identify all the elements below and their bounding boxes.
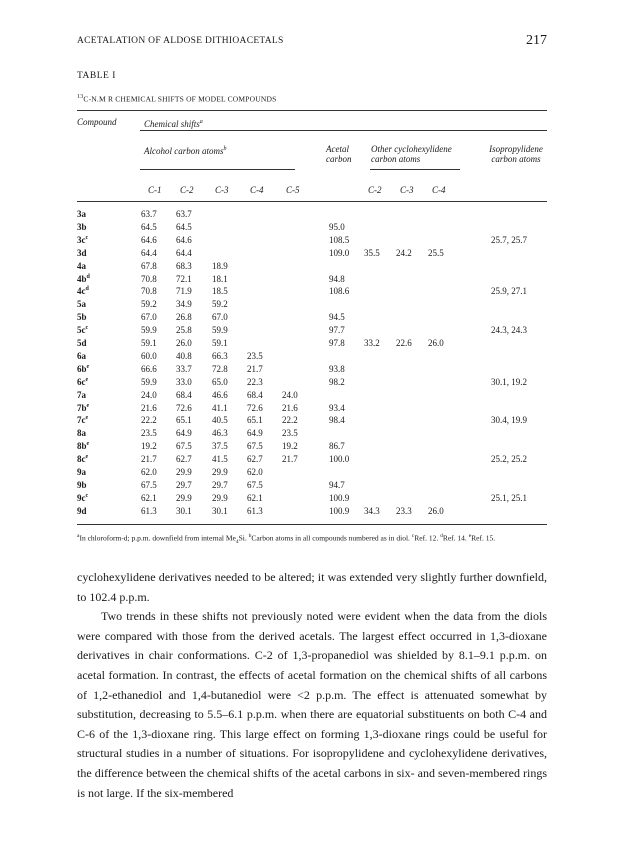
cell-alcohol-c2: 26.0 xyxy=(176,338,192,348)
subheader-alcohol-c2: C-2 xyxy=(180,185,194,195)
cell-isopropylidene: 25.2, 25.2 xyxy=(491,454,527,465)
cell-alcohol-c2: 34.9 xyxy=(176,299,192,310)
header-chemical-shifts-text: Chemical shifts xyxy=(144,119,200,129)
compound-reference-mark: c xyxy=(85,234,89,241)
cell-acetal-carbon: 97.7 xyxy=(329,325,345,336)
cell-alcohol-c1: 64.5 xyxy=(141,221,157,232)
compound-label xyxy=(77,377,88,387)
header-isopropylidene-line1: Isopropylidene xyxy=(489,144,543,154)
cell-alcohol-c2: 25.8 xyxy=(176,325,192,336)
cell-alcohol-c1: 67.8 xyxy=(141,260,157,271)
cell-alcohol-c2: 72.1 xyxy=(176,273,192,284)
cell-alcohol-c2: 26.8 xyxy=(176,312,192,323)
header-isopropylidene-line2: carbon atoms xyxy=(491,154,541,164)
caption-superscript: 13 xyxy=(77,94,84,100)
cell-alcohol-c1: 59.1 xyxy=(141,338,157,348)
compound-reference-mark: e xyxy=(85,415,89,422)
compound-label xyxy=(77,261,86,271)
cell-alcohol-c4: 62.0 xyxy=(247,467,263,477)
header-rule-alcohol xyxy=(140,169,295,170)
cell-alcohol-c1: 62.0 xyxy=(141,467,157,477)
compound-reference-mark: e xyxy=(85,376,89,383)
footnote-c-mark: c xyxy=(411,533,415,539)
compound-label xyxy=(77,390,86,400)
footnote-b-text: Carbon atoms in all compounds numbered as in diol. xyxy=(251,533,412,543)
header-compound: Compound xyxy=(77,117,117,127)
cell-alcohol-c1: 59.9 xyxy=(141,376,157,387)
cell-acetal-carbon: 97.8 xyxy=(329,338,345,348)
cell-alcohol-c2: 30.1 xyxy=(176,505,192,516)
subheader-alcohol-c5: C-5 xyxy=(286,185,300,195)
cell-alcohol-c2: 62.7 xyxy=(176,454,192,465)
cell-alcohol-c3: 29.9 xyxy=(212,492,228,503)
cell-acetal-carbon: 100.9 xyxy=(329,505,350,516)
cell-alcohol-c3: 29.7 xyxy=(212,479,228,490)
compound-id: 7c xyxy=(77,415,86,426)
footnote-a-sub: 4 xyxy=(235,539,239,545)
cell-alcohol-c3: 66.3 xyxy=(212,350,228,361)
cell-alcohol-c2: 33.0 xyxy=(176,376,192,387)
compound-label xyxy=(77,325,88,335)
compound-id: 8b xyxy=(77,441,87,452)
cell-alcohol-c1: 64.6 xyxy=(141,234,157,245)
compound-label xyxy=(77,338,87,348)
compound-label xyxy=(77,286,89,296)
header-acetal-carbon xyxy=(326,144,352,164)
cell-alcohol-c4: 22.3 xyxy=(247,376,263,387)
subheader-alcohol-c1: C-1 xyxy=(148,185,162,195)
cell-alcohol-c3: 37.5 xyxy=(212,441,228,452)
compound-label xyxy=(77,467,86,477)
cell-acetal-carbon: 95.0 xyxy=(329,221,345,232)
footnote-e-text: Ref. 15. xyxy=(471,533,496,543)
header-alcohol-carbon-atoms xyxy=(144,144,227,156)
footnote-d-text: Ref. 14. xyxy=(442,533,469,543)
compound-reference-mark: c xyxy=(85,325,89,332)
cell-alcohol-c4: 23.5 xyxy=(247,350,263,361)
cell-alcohol-c1: 22.2 xyxy=(141,415,157,426)
compound-label xyxy=(77,428,86,438)
subheader-cyclohexylidene-c4: C-4 xyxy=(432,185,446,195)
cell-alcohol-c3: 29.9 xyxy=(212,467,228,477)
cell-acetal-carbon: 93.4 xyxy=(329,402,345,413)
compound-label xyxy=(77,299,86,309)
cell-alcohol-c1: 70.8 xyxy=(141,286,157,297)
compound-label xyxy=(77,506,87,516)
compound-id: 4a xyxy=(77,260,86,271)
cell-alcohol-c5: 24.0 xyxy=(282,389,298,400)
cell-alcohol-c2: 64.6 xyxy=(176,234,192,245)
cell-alcohol-c2: 65.1 xyxy=(176,415,192,426)
footnote-a-mark: a xyxy=(77,533,80,539)
footnote-e-mark: e xyxy=(468,533,472,539)
cell-alcohol-c1: 63.7 xyxy=(141,209,157,219)
cell-alcohol-c3: 18.5 xyxy=(212,286,228,297)
cell-alcohol-c1: 67.5 xyxy=(141,479,157,490)
compound-label xyxy=(77,351,86,361)
cell-alcohol-c1: 70.8 xyxy=(141,273,157,284)
cell-alcohol-c4: 68.4 xyxy=(247,389,263,400)
compound-id: 9c xyxy=(77,492,86,503)
cell-acetal-carbon: 94.5 xyxy=(329,312,345,323)
cell-acetal-carbon: 98.4 xyxy=(329,415,345,426)
compound-reference-mark: e xyxy=(86,363,90,370)
compound-id: 4b xyxy=(77,273,87,284)
cell-alcohol-c2: 64.4 xyxy=(176,247,192,258)
cell-alcohol-c1: 67.0 xyxy=(141,312,157,323)
cell-alcohol-c3: 59.9 xyxy=(212,325,228,336)
cell-alcohol-c2: 29.9 xyxy=(176,467,192,477)
cell-alcohol-c1: 59.9 xyxy=(141,325,157,336)
cell-alcohol-c1: 19.2 xyxy=(141,441,157,452)
compound-id: 3d xyxy=(77,247,87,258)
cell-cyclohexylidene-c3: 22.6 xyxy=(396,338,412,348)
cell-alcohol-c3: 46.3 xyxy=(212,428,228,439)
cell-alcohol-c1: 62.1 xyxy=(141,492,157,503)
compound-id: 8a xyxy=(77,428,86,439)
compound-id: 5b xyxy=(77,312,87,323)
cell-cyclohexylidene-c3: 23.3 xyxy=(396,505,412,516)
header-alcohol-sup: b xyxy=(223,146,227,152)
cell-alcohol-c5: 19.2 xyxy=(282,441,298,452)
cell-alcohol-c1: 60.0 xyxy=(141,350,157,361)
cell-alcohol-c4: 64.9 xyxy=(247,428,263,439)
compound-reference-mark: e xyxy=(85,454,89,461)
cell-alcohol-c2: 29.9 xyxy=(176,492,192,503)
subheader-alcohol-c4: C-4 xyxy=(250,185,264,195)
cell-cyclohexylidene-c4: 26.0 xyxy=(428,505,444,516)
cell-acetal-carbon: 100.9 xyxy=(329,492,350,503)
cell-cyclohexylidene-c2: 33.2 xyxy=(364,338,380,348)
compound-id: 7a xyxy=(77,389,86,400)
compound-id: 5c xyxy=(77,325,86,336)
compound-id: 3c xyxy=(77,234,86,245)
header-chemical-shifts xyxy=(144,117,203,129)
cell-alcohol-c2: 64.9 xyxy=(176,428,192,439)
cell-acetal-carbon: 93.8 xyxy=(329,363,345,374)
cell-alcohol-c1: 23.5 xyxy=(141,428,157,439)
compound-label xyxy=(77,480,87,490)
cell-alcohol-c3: 18.9 xyxy=(212,260,228,271)
cell-alcohol-c1: 61.3 xyxy=(141,505,157,516)
compound-label xyxy=(77,454,88,464)
cell-isopropylidene: 24.3, 24.3 xyxy=(491,325,527,336)
cell-alcohol-c4: 72.6 xyxy=(247,402,263,413)
header-acetal-line1: Acetal xyxy=(326,144,349,154)
subheader-cyclohexylidene-c3: C-3 xyxy=(400,185,414,195)
cell-acetal-carbon: 108.5 xyxy=(329,234,350,245)
cell-alcohol-c3: 59.2 xyxy=(212,299,228,310)
cell-alcohol-c2: 29.7 xyxy=(176,479,192,490)
cell-cyclohexylidene-c2: 34.3 xyxy=(364,505,380,516)
cell-alcohol-c3: 72.8 xyxy=(212,363,228,374)
table-bottom-rule xyxy=(77,524,547,525)
cell-alcohol-c3: 30.1 xyxy=(212,505,228,516)
table-caption xyxy=(77,94,276,104)
cell-alcohol-c1: 59.2 xyxy=(141,299,157,310)
header-cyclohexylidene-line2: carbon atoms xyxy=(371,154,421,164)
compound-id: 9b xyxy=(77,479,87,490)
cell-alcohol-c1: 64.4 xyxy=(141,247,157,258)
caption-text: C-N.M R CHEMICAL SHIFTS OF MODEL COMPOUNDS xyxy=(83,94,277,104)
footnote-b-mark: b xyxy=(248,533,252,539)
compound-id: 8c xyxy=(77,454,86,465)
compound-reference-mark: e xyxy=(86,402,90,409)
footnote-d-mark: d xyxy=(440,533,443,539)
compound-label xyxy=(77,493,88,503)
compound-id: 6b xyxy=(77,363,87,374)
cell-isopropylidene: 25.9, 27.1 xyxy=(491,286,527,297)
compound-reference-mark: d xyxy=(85,286,89,293)
cell-alcohol-c3: 46.6 xyxy=(212,389,228,400)
compound-label xyxy=(77,312,87,322)
cell-isopropylidene: 25.1, 25.1 xyxy=(491,492,527,503)
cell-acetal-carbon: 98.2 xyxy=(329,376,345,387)
cell-cyclohexylidene-c4: 26.0 xyxy=(428,338,444,348)
header-rule-cyclohexylidene xyxy=(370,169,460,170)
table-label: TABLE I xyxy=(77,71,116,81)
cell-alcohol-c2: 67.5 xyxy=(176,441,192,452)
body-paragraph-2: Two trends in these shifts not previously noted were evident when the data from the diols were compared with those from the derived acetals. The largest effect occurred in 1,3-dioxane derivatives in chair conformations. C-2 of 1,3-propanediol was shielded by 8.1–9.1 p.p.m. on acetal formation. In contrast, the effects of acetal formation on the chemical shifts of all carbons of 1,2-ethanediol and 1,4-butanediol were <2 p.p.m. The effect is attenuated somewhat by substitution, decreasing to 5.5–6.1 p.p.m. when there are equatorial substituents on both C-4 and C-6 of the 1,3-dioxane ring. This large effect on forming 1,3-dioxane rings could be useful for structural studies in a number of situations. For isopropylidene and cyclohexylidene derivatives, the difference between the chemical shifts of the acetal carbons in six- and seven-membered rings is not large. If the six-membered xyxy=(77,609,547,800)
header-cyclohexylidene-line1: Other cyclohexylidene xyxy=(371,144,452,154)
compound-label xyxy=(77,235,88,245)
cell-alcohol-c2: 64.5 xyxy=(176,221,192,232)
compound-id: 4c xyxy=(77,286,86,297)
cell-isopropylidene: 30.1, 19.2 xyxy=(491,376,527,387)
cell-acetal-carbon: 100.0 xyxy=(329,454,350,465)
cell-isopropylidene: 30.4, 19.9 xyxy=(491,415,527,426)
compound-id: 5a xyxy=(77,299,86,310)
compound-reference-mark: e xyxy=(86,441,90,448)
table-header-bottom-rule xyxy=(77,201,547,202)
cell-alcohol-c4: 65.1 xyxy=(247,415,263,426)
header-chemical-shifts-sup: a xyxy=(199,119,203,125)
subheader-alcohol-c3: C-3 xyxy=(215,185,229,195)
footnote-c-text: Ref. 12. xyxy=(414,533,441,543)
compound-id: 5d xyxy=(77,338,87,348)
cell-acetal-carbon: 94.7 xyxy=(329,479,345,490)
cell-alcohol-c1: 24.0 xyxy=(141,389,157,400)
cell-alcohol-c3: 18.1 xyxy=(212,273,228,284)
body-paragraph-1: cyclohexylidene derivatives needed to be altered; it was extended very slightly further downfield, to 102.4 p.p.m. xyxy=(77,570,547,604)
compound-id: 7b xyxy=(77,402,87,413)
table-top-rule xyxy=(77,110,547,111)
cell-alcohol-c2: 40.8 xyxy=(176,350,192,361)
cell-alcohol-c1: 21.7 xyxy=(141,454,157,465)
cell-acetal-carbon: 109.0 xyxy=(329,247,350,258)
cell-alcohol-c2: 68.4 xyxy=(176,389,192,400)
table-footnote xyxy=(77,531,547,548)
cell-alcohol-c5: 21.7 xyxy=(282,454,298,465)
header-other-cyclohexylidene xyxy=(371,144,452,164)
compound-id: 6c xyxy=(77,376,86,387)
footnote-a-text: In chloroform-d; p.p.m. downfield from internal Me xyxy=(79,533,236,543)
cell-alcohol-c3: 59.1 xyxy=(212,338,228,348)
cell-alcohol-c4: 67.5 xyxy=(247,441,263,452)
compound-id: 9d xyxy=(77,505,87,516)
cell-alcohol-c4: 21.7 xyxy=(247,363,263,374)
compound-id: 6a xyxy=(77,350,86,361)
cell-alcohol-c2: 72.6 xyxy=(176,402,192,413)
cell-alcohol-c3: 65.0 xyxy=(212,376,228,387)
cell-alcohol-c5: 21.6 xyxy=(282,402,298,413)
cell-cyclohexylidene-c4: 25.5 xyxy=(428,247,444,258)
header-alcohol-text: Alcohol carbon atoms xyxy=(144,146,224,156)
cell-alcohol-c1: 21.6 xyxy=(141,402,157,413)
compound-reference-mark: c xyxy=(85,492,89,499)
compound-id: 3b xyxy=(77,221,87,232)
cell-cyclohexylidene-c2: 35.5 xyxy=(364,247,380,258)
cell-alcohol-c1: 66.6 xyxy=(141,363,157,374)
body-text xyxy=(77,568,547,803)
compound-label xyxy=(77,441,89,451)
header-isopropylidene xyxy=(481,144,551,164)
cell-alcohol-c4: 67.5 xyxy=(247,479,263,490)
cell-alcohol-c4: 62.1 xyxy=(247,492,263,503)
compound-label xyxy=(77,209,86,219)
cell-acetal-carbon: 108.6 xyxy=(329,286,350,297)
subheader-cyclohexylidene-c2: C-2 xyxy=(368,185,382,195)
header-acetal-line2: carbon xyxy=(326,154,352,164)
cell-alcohol-c3: 41.1 xyxy=(212,402,228,413)
running-head-title: ACETALATION OF ALDOSE DITHIOACETALS xyxy=(77,36,284,46)
cell-alcohol-c2: 71.9 xyxy=(176,286,192,297)
compound-id: 3a xyxy=(77,209,86,219)
header-rule-chemical-shifts xyxy=(140,130,547,131)
cell-alcohol-c4: 62.7 xyxy=(247,454,263,465)
cell-alcohol-c2: 33.7 xyxy=(176,363,192,374)
cell-alcohol-c2: 68.3 xyxy=(176,260,192,271)
running-head xyxy=(77,33,547,52)
cell-acetal-carbon: 94.8 xyxy=(329,273,345,284)
cell-alcohol-c5: 22.2 xyxy=(282,415,298,426)
cell-alcohol-c3: 41.5 xyxy=(212,454,228,465)
compound-label xyxy=(77,274,90,284)
page-number: 217 xyxy=(526,33,547,48)
cell-alcohol-c2: 63.7 xyxy=(176,209,192,219)
compound-reference-mark: d xyxy=(86,273,90,280)
compound-label xyxy=(77,364,89,374)
cell-alcohol-c4: 61.3 xyxy=(247,505,263,516)
footnote-a-text2: Si. xyxy=(238,533,249,543)
compound-label xyxy=(77,403,89,413)
compound-id: 9a xyxy=(77,467,86,477)
compound-label xyxy=(77,222,87,232)
cell-cyclohexylidene-c3: 24.2 xyxy=(396,247,412,258)
cell-alcohol-c3: 40.5 xyxy=(212,415,228,426)
cell-alcohol-c3: 67.0 xyxy=(212,312,228,323)
compound-label xyxy=(77,415,88,425)
compound-label xyxy=(77,248,87,258)
cell-alcohol-c5: 23.5 xyxy=(282,428,298,439)
cell-acetal-carbon: 86.7 xyxy=(329,441,345,452)
cell-isopropylidene: 25.7, 25.7 xyxy=(491,234,527,245)
